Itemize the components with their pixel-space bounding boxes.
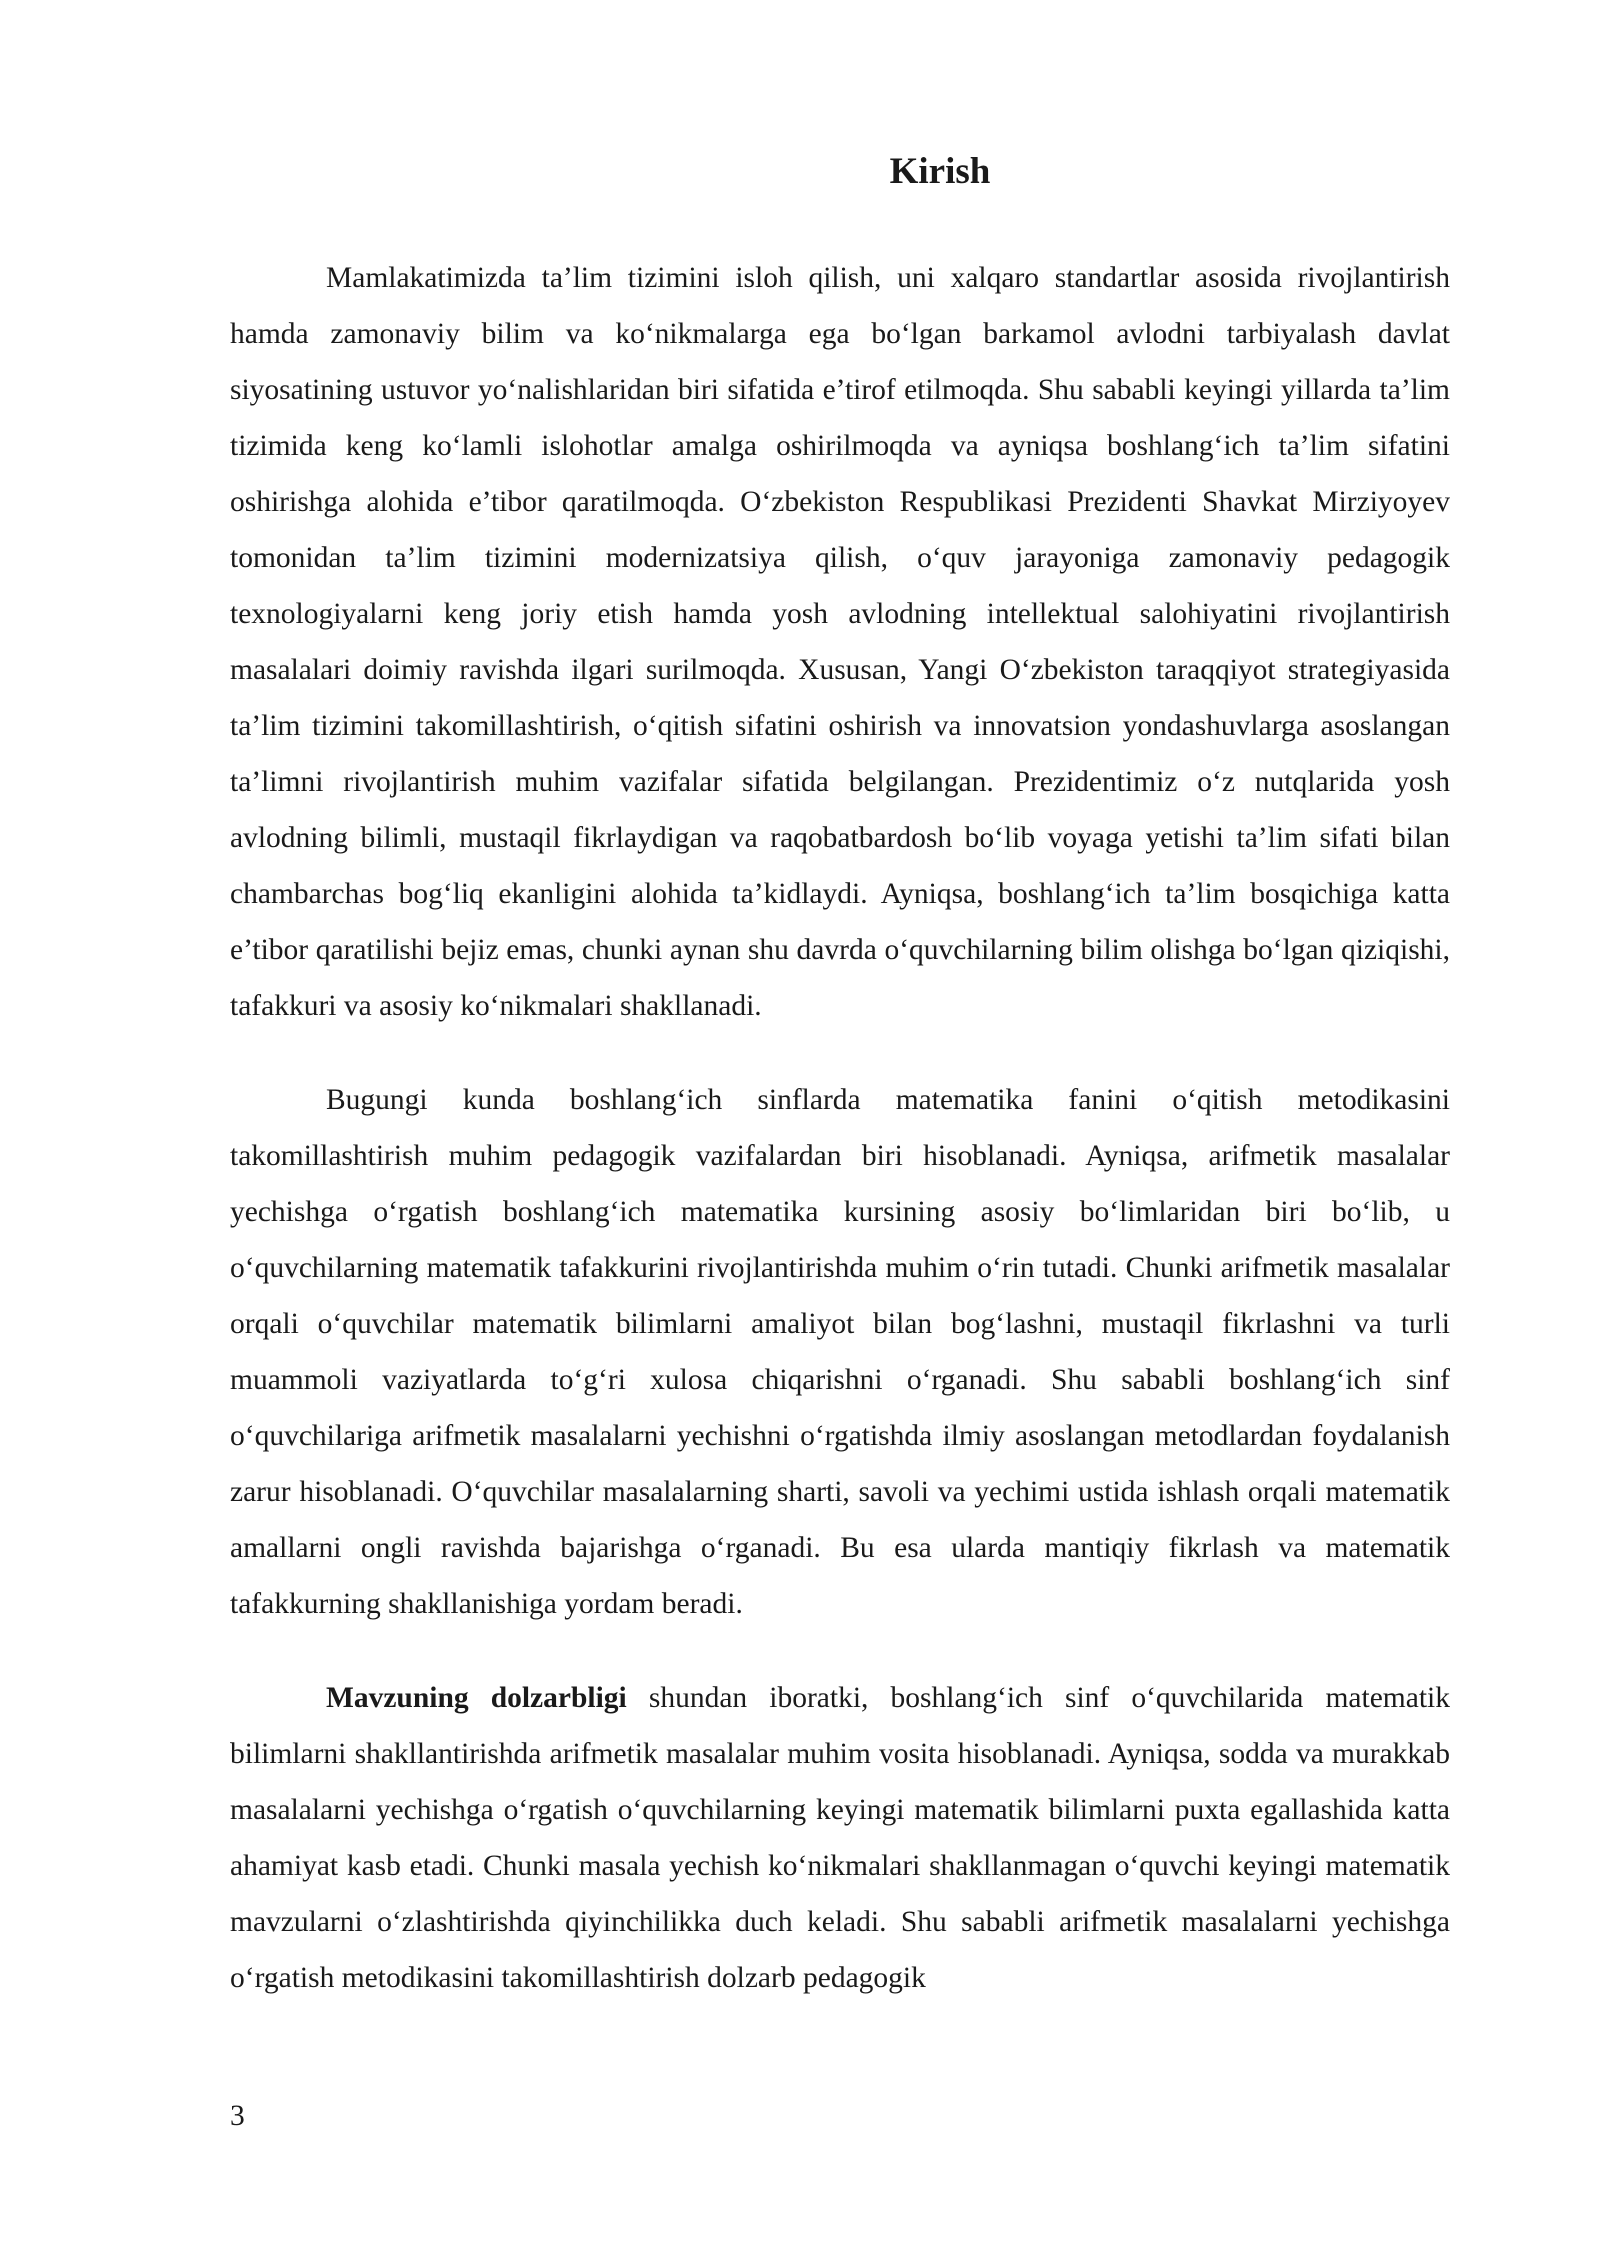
body-text	[230, 250, 1450, 2006]
paragraph-intro: Mamlakatimizda ta’lim tizimini isloh qilish, uni xalqaro standartlar asosida rivojlantirish hamda zamonaviy bilim va ko‘nikmalarga ega bo‘lgan barkamol avlodni tarbiyalash davlat siyosatining ustuvor yo‘nalishlaridan biri sifatida e’tirof etilmoqda. Shu sababli keyingi yillarda ta’lim tizimida keng ko‘lamli islohotlar amalga oshirilmoqda va ayniqsa boshlang‘ich ta’lim sifatini oshirishga alohida e’tibor qaratilmoqda. O‘zbekiston Respublikasi Prezidenti Shavkat Mirziyoyev tomonidan ta’lim tizimini modernizatsiya qilish, o‘quv jarayoniga zamonaviy pedagogik texnologiyalarni keng joriy etish hamda yosh avlodning intellektual salohiyatini rivojlantirish masalalari doimiy ravishda ilgari surilmoqda. Xususan, Yangi O‘zbekiston taraqqiyot strategiyasida ta’lim tizimini takomillashtirish, o‘qitish sifatini oshirish va innovatsion yondashuvlarga asoslangan ta’limni rivojlantirish muhim vazifalar sifatida belgilangan. Prezidentimiz o‘z nutqlarida yosh avlodning bilimli, mustaqil fikrlaydigan va raqobatbardosh bo‘lib voyaga yetishi ta’lim sifati bilan chambarchas bog‘liq ekanligini alohida ta’kidlaydi. Ayniqsa, boshlang‘ich ta’lim bosqichiga katta e’tibor qaratilishi bejiz emas, chunki aynan shu davrda o‘quvchilarning bilim olishga bo‘lgan qiziqishi, tafakkuri va asosiy ko‘nikmalari shakllanadi.	[230, 262, 1450, 1022]
page-title: Kirish	[889, 151, 991, 192]
page-number: 3	[230, 2100, 245, 2132]
relevance-lead: Mavzuning dolzarbligi	[326, 1682, 627, 1714]
paragraph-relevance	[230, 1670, 1450, 2006]
paragraph-math-methodology: Bugungi kunda boshlang‘ich sinflarda matematika fanini o‘qitish metodikasini takomillashtirish muhim pedagogik vazifalardan biri hisoblanadi. Ayniqsa, arifmetik masalalar yechishga o‘rgatish boshlang‘ich matematika kursining asosiy bo‘limlaridan biri bo‘lib, u o‘quvchilarning matematik tafakkurini rivojlantirishda muhim o‘rin tutadi. Chunki arifmetik masalalar orqali o‘quvchilar matematik bilimlarni amaliyot bilan bog‘lashni, mustaqil fikrlashni va turli muammoli vaziyatlarda to‘g‘ri xulosa chiqarishni o‘rganadi. Shu sababli boshlang‘ich sinf o‘quvchilariga arifmetik masalalarni yechishni o‘rgatishda ilmiy asoslangan metodlardan foydalanish zarur hisoblanadi. O‘quvchilar masalalarning sharti, savoli va yechimi ustida ishlash orqali matematik amallarni ongli ravishda bajarishga o‘rganadi. Bu esa ularda mantiqiy fikrlash va matematik tafakkurning shakllanishiga yordam beradi.	[230, 1084, 1450, 1620]
relevance-text: shundan iboratki, boshlang‘ich sinf o‘quvchilarida matematik bilimlarni shakllantirishda arifmetik masalalar muhim vosita hisoblanadi. Ayniqsa, sodda va murakkab masalalarni yechishga o‘rgatish o‘quvchilarning keyingi matematik bilimlarni puxta egallashida katta ahamiyat kasb etadi. Chunki masala yechish ko‘nikmalari shakllanmagan o‘quvchi keyingi matematik mavzularni o‘zlashtirishda qiyinchilikka duch keladi. Shu sababli arifmetik masalalarni yechishga o‘rgatish metodikasini takomillashtirish dolzarb pedagogik	[230, 1682, 1450, 1994]
